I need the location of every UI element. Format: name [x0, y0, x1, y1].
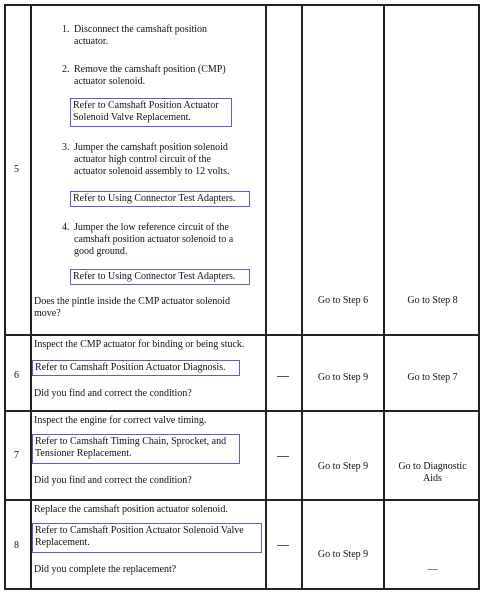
column-divider — [30, 4, 32, 590]
instruction-text: actuator solenoid assembly to 12 volts. — [74, 166, 230, 177]
reference-link-text: Refer to Camshaft Timing Chain, Sprocket, and — [35, 436, 227, 447]
instruction-number: 4. — [62, 222, 70, 233]
reference-link-text: Replacement. — [35, 537, 90, 548]
instruction-text: actuator. — [74, 36, 109, 47]
step-question: Does the pintle inside the CMP actuator solenoid — [34, 296, 230, 307]
no-action: Go to Step 7 — [407, 372, 458, 383]
instruction-number: 1. — [62, 24, 70, 35]
step-number: 7 — [14, 450, 19, 461]
column-divider — [265, 4, 267, 590]
step-number: 5 — [14, 164, 19, 175]
reference-link[interactable]: Refer to Using Connector Test Adapters. — [70, 269, 250, 285]
instruction-text: good ground. — [74, 246, 128, 257]
instruction-text: camshaft position actuator solenoid to a — [74, 234, 234, 245]
reference-link[interactable]: Refer to Camshaft Position Actuator Diagnosis. — [32, 360, 240, 376]
yes-action: Go to Step 6 — [317, 295, 369, 306]
step-number: 6 — [14, 370, 19, 381]
step-question: Did you find and correct the condition? — [34, 475, 192, 486]
no-action — [385, 461, 480, 485]
instruction-number: 2. — [62, 64, 70, 75]
row-divider — [4, 410, 480, 412]
instruction-text: actuator high control circuit of the — [74, 154, 211, 165]
instruction-text: actuator solenoid. — [74, 76, 146, 87]
value-dash — [277, 456, 289, 457]
step-question: Did you complete the replacement? — [34, 564, 177, 575]
reference-link-text: Solenoid Valve Replacement. — [73, 112, 191, 123]
reference-link-text: Refer to Camshaft Position Actuator — [73, 100, 219, 111]
reference-link[interactable] — [32, 434, 240, 464]
instruction-text: Disconnect the camshaft position — [74, 24, 208, 35]
yes-action: Go to Step 9 — [317, 461, 369, 472]
row-divider — [4, 334, 480, 336]
no-action-text: Go to Diagnostic — [398, 461, 467, 472]
value-dash — [277, 376, 289, 377]
yes-action: Go to Step 9 — [317, 372, 369, 383]
reference-link[interactable] — [32, 523, 262, 553]
reference-link-text: Refer to Camshaft Position Actuator Solenoid Valve — [35, 525, 244, 536]
step-action: Inspect the CMP actuator for binding or being stuck. — [34, 339, 245, 350]
no-action: Go to Step 8 — [407, 295, 458, 306]
reference-link-text: Tensioner Replacement. — [35, 448, 132, 459]
instruction-text: Jumper the low reference circuit of the — [74, 222, 229, 233]
reference-link[interactable]: Refer to Using Connector Test Adapters. — [70, 191, 250, 207]
step-question: Did you find and correct the condition? — [34, 388, 192, 399]
step-action: Replace the camshaft position actuator solenoid. — [34, 504, 228, 515]
instruction-text: Remove the camshaft position (CMP) — [74, 64, 226, 75]
step-question: move? — [34, 308, 61, 319]
step-number: 8 — [14, 540, 19, 551]
value-dash — [277, 545, 289, 546]
yes-action: Go to Step 9 — [317, 549, 369, 560]
no-action: — — [427, 564, 438, 575]
step-action: Inspect the engine for correct valve timing. — [34, 415, 207, 426]
instruction-number: 3. — [62, 142, 70, 153]
row-divider — [4, 499, 480, 501]
no-action-text: Aids — [423, 473, 442, 484]
instruction-text: Jumper the camshaft position solenoid — [74, 142, 228, 153]
reference-link[interactable] — [70, 98, 232, 127]
